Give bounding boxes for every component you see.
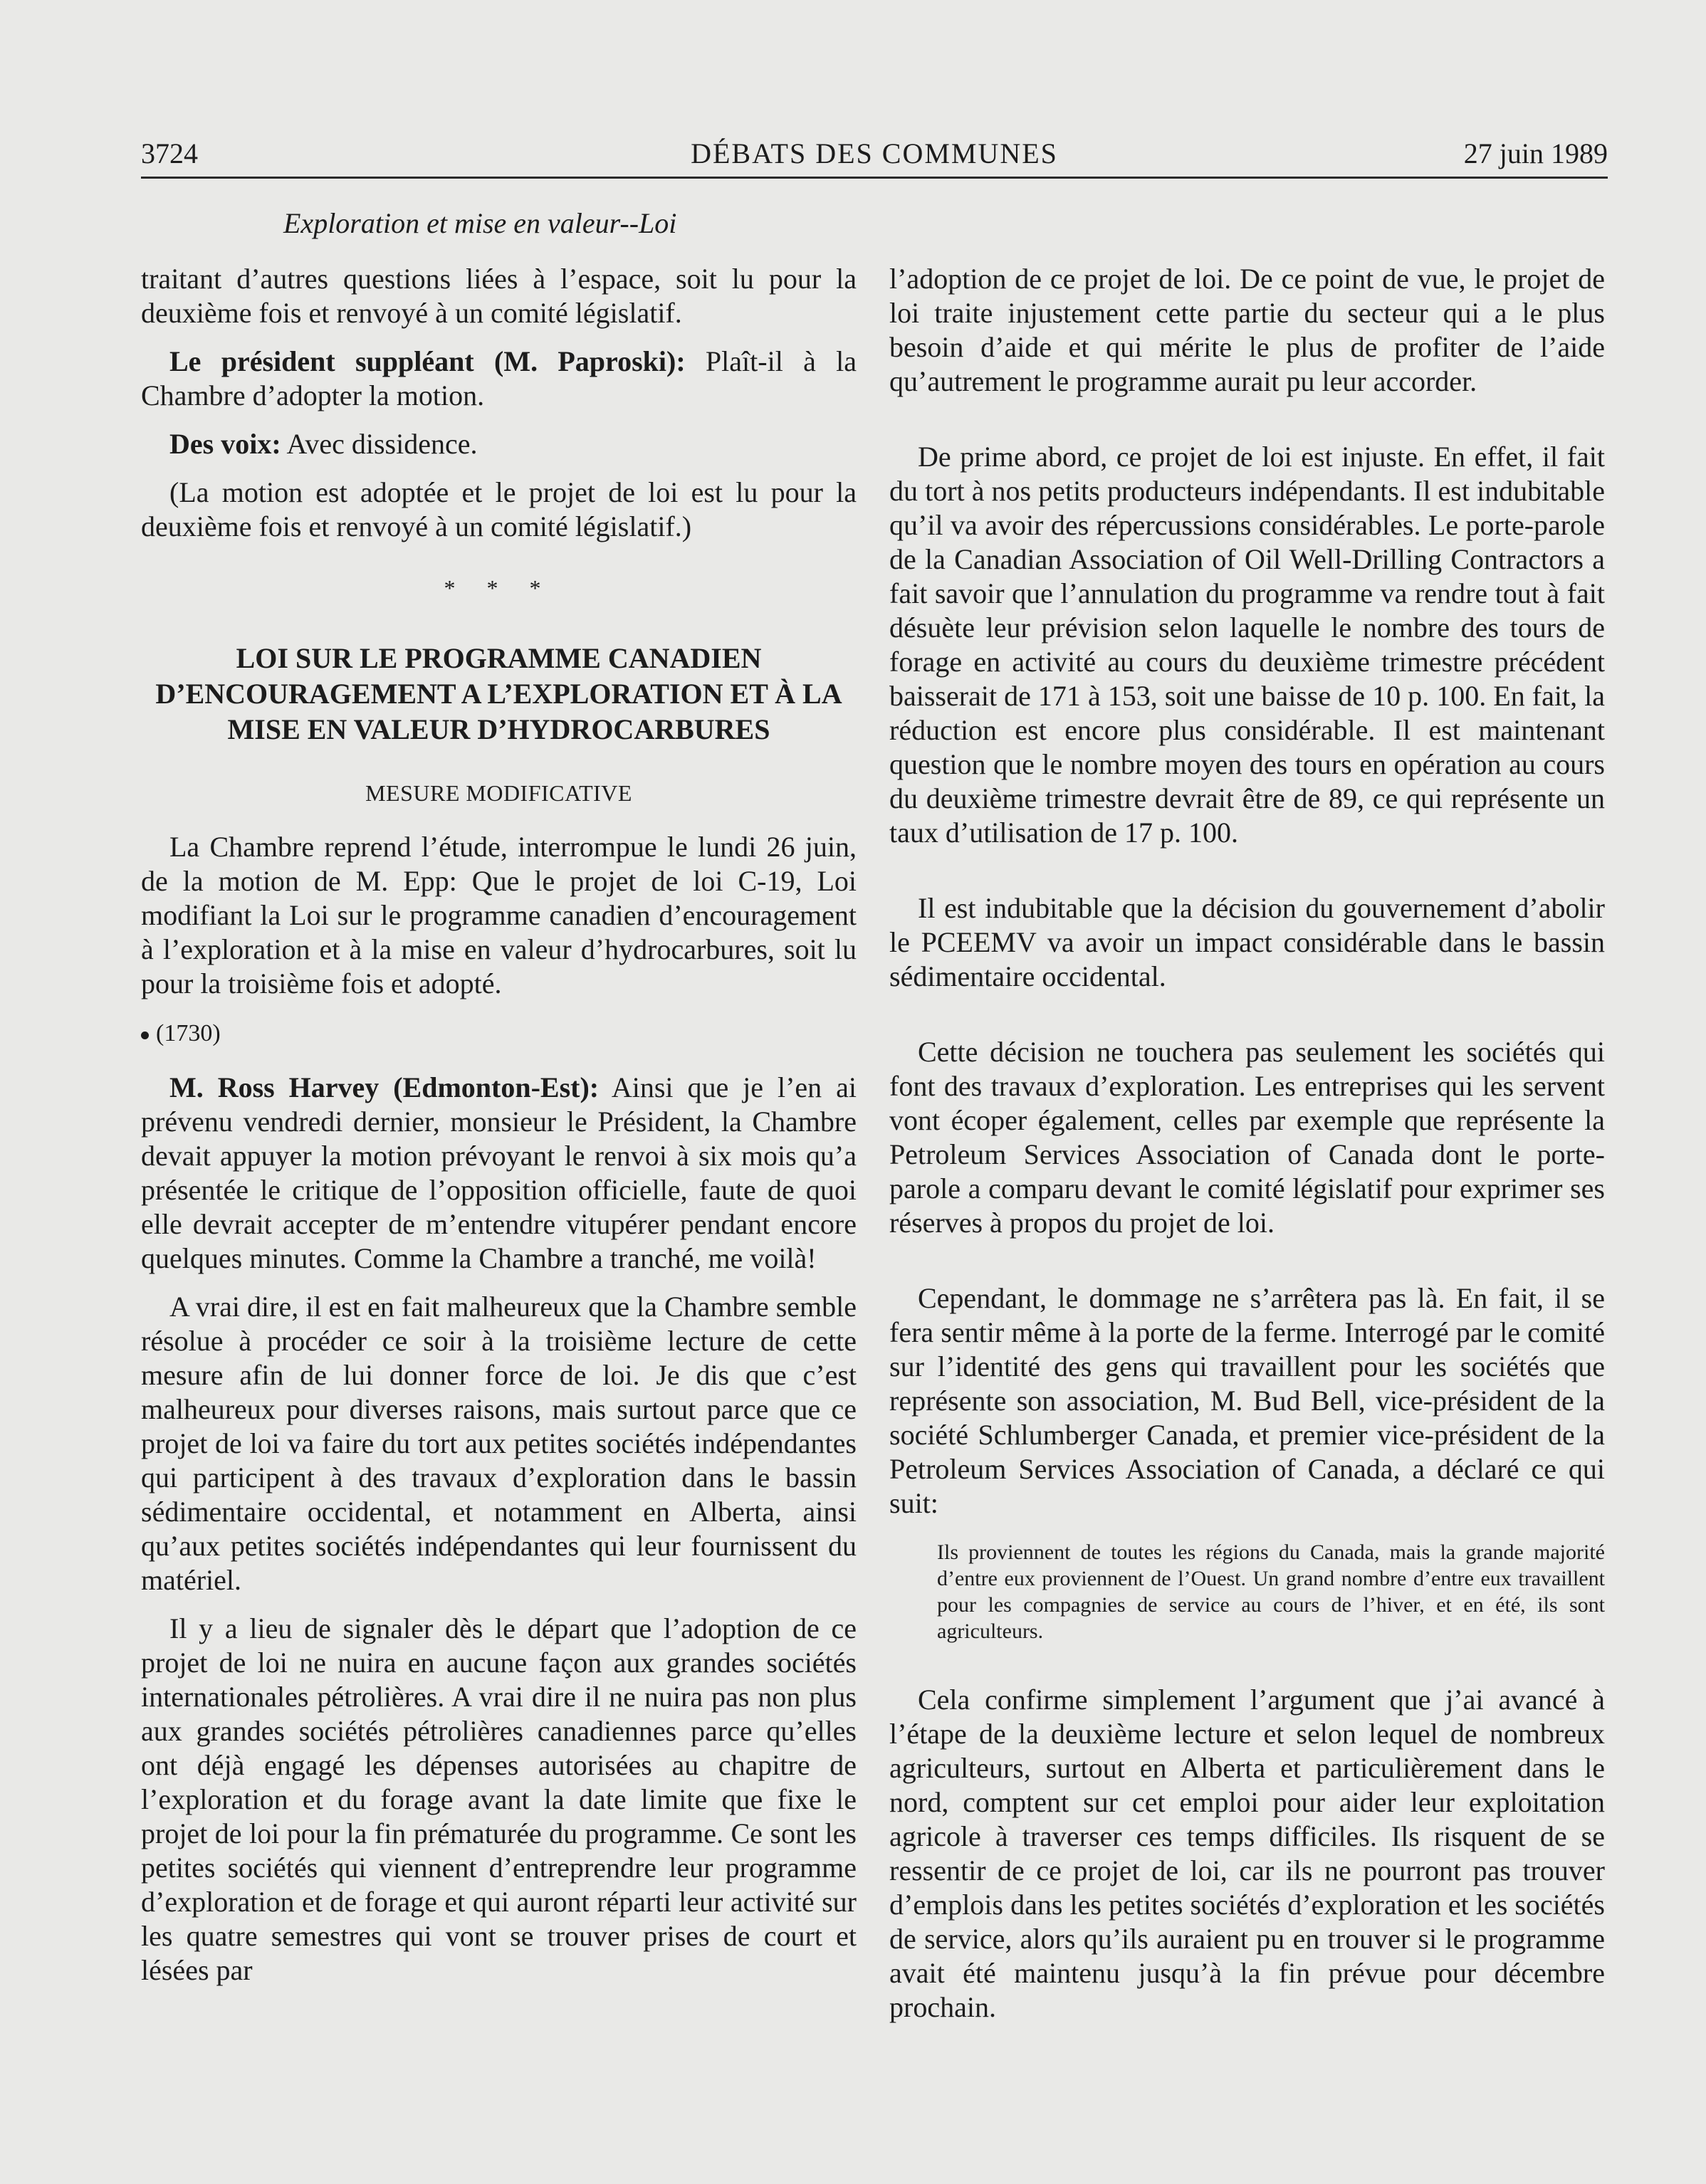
block-quote: Ils proviennent de toutes les régions du Canada, mais la grande majorité d’entre eux proviennent de l’Ouest. Un grand nombre d’entre eux travaillent pour les compagnies de service au cours de l’hiver, et en été, ils sont agriculteurs. [937,1540,1605,1643]
speaker-name: M. Ross Harvey (Edmonton-Est): [169,1071,600,1103]
timestamp-text: (1730) [156,1020,221,1046]
paragraph: Il est indubitable que la décision du gouvernement d’abolir le PCEEMV va avoir un impact considérable dans le bassin sédimentaire occidental. [889,892,1605,992]
speech-text: Avec dissidence. [286,428,478,460]
page-header [141,137,1608,179]
paragraph: Cette décision ne touchera pas seulement les sociétés qui font des travaux d’exploration. Les entreprises qui les servent vont écoper également, celles par exemple que représente la Petroleum Services Association of Canada dont le porte-parole a comparu devant le comité législatif pour exprimer ses réserves à propos du projet de loi. [889,1036,1605,1239]
paragraph: Cela confirme simplement l’argument que j’ai avancé à l’étape de la deuxième lecture et selon lequel de nombreux agriculteurs, surtout en Alberta et particulièrement dans le nord, comptent sur cet emploi pour aider leur exploitation agricole à traverser ces temps difficiles. Ils risquent de se ressentir de ce projet de loi, car ils ne pourront pas trouver d’emplois dans les petites sociétés d’exploration et les sociétés de service, alors qu’ils auraient pu en trouver si le programme avait été maintenu jusqu’à la fin prévue pour décembre prochain. [889,1684,1605,2023]
speech-text: Plaît-il à la Chambre d’adopter la motion. [141,345,857,411]
timestamp [141,1017,857,1051]
speech-paragraph [141,427,857,461]
paragraph: La Chambre reprend l’étude, interrompue le lundi 26 juin, de la motion de M. Epp: Que le projet de loi C-19, Loi modifiant la Loi sur le programme canadien d’encouragement à l’exploration et à la mise en valeur d’hydrocarbures, soit lu pour la troisième fois et adopté. [141,831,857,999]
paragraph: Il y a lieu de signaler dès le départ que l’adoption de ce projet de loi ne nuira en aucune façon aux grandes sociétés internationales pétrolières. A vrai dire il ne nuira pas non plus aux grandes sociétés pétrolières canadiennes parce qu’elles ont déjà engagé les dépenses autorisées au chapitre de l’exploration et du forage avant la date limite que fixe le projet de loi pour la fin prématurée du programme. Ce sont les petites sociétés qui viennent d’entreprendre leur programme d’exploration et de forage et qui auront réparti leur activité sur les quatre semestres qui vont se trouver prises de court et lésées par [141,1612,857,1986]
section-title-line: LOI SUR LE PROGRAMME CANADIEN [236,642,762,674]
speech-paragraph [141,1071,857,1276]
page-number: 3724 [141,137,198,169]
page-date: 27 juin 1989 [1463,137,1608,169]
right-column [889,262,1605,2025]
paragraph: Cependant, le dommage ne s’arrêtera pas là. En fait, il se fera sentir même à la porte de la ferme. Interrogé par le comité sur l’identité des gens qui travaillent pour les sociétés que représente son association, M. Bud Bell, vice-président de la société Schlumberger Canada, et premier vice-président de la Petroleum Services Association of Canada, a déclaré ce qui suit: [889,1282,1605,1519]
paragraph: A vrai dire, il est en fait malheureux que la Chambre semble résolue à procéder ce soir à la troisième lecture de cette mesure afin de lui donner force de loi. Je dis que c’est malheureux pour diverses raisons, mais surtout parce que ce projet de loi va faire du tort aux petites sociétés indépendantes qui participent à des travaux d’exploration dans le bassin sédimentaire occidental, et notamment en Alberta, ainsi qu’aux petites sociétés indépendantes qui leur fournissent du matériel. [141,1291,857,1596]
speech-text: Ainsi que je l’en ai prévenu vendredi dernier, monsieur le Président, la Chambre devait appuyer la motion prévoyant le renvoi à six mois qu’a présentée le critique de l’opposition officielle, faute de quoi elle devrait accepter de m’entendre vitupérer pendant encore quelques minutes. Comme la Chambre a tranché, me voilà! [141,1071,857,1274]
paragraph: traitant d’autres questions liées à l’espace, soit lu pour la deuxième fois et renvoyé à un comité législatif. [141,263,857,329]
speaker-name: Des voix: [169,428,281,460]
section-title-line: MISE EN VALEUR D’HYDROCARBURES [227,713,770,745]
bullet-icon [141,1031,149,1039]
left-column [141,262,857,1988]
paragraph: l’adoption de ce projet de loi. De ce point de vue, le projet de loi traite injustement cette partie du secteur qui a le plus besoin d’aide et qui mérite le plus de profiter de l’aide qu’autrement le programme aurait pu leur accorder. [889,263,1605,397]
publication-title: DÉBATS DES COMMUNES [691,137,1058,169]
subheading: MESURE MODIFICATIVE [365,780,632,806]
section-title-line: D’ENCOURAGEMENT A L’EXPLORATION ET À LA [155,678,842,710]
section-title [141,641,857,747]
paragraph: De prime abord, ce projet de loi est injuste. En effet, il fait du tort à nos petits producteurs indépendants. Il est indubitable qu’il va avoir des répercussions considérables. Le porte-parole de la Canadian Association of Oil Well-Drilling Contractors a fait savoir que l’annulation du programme va rendre tout à fait désuète leur prévision selon laquelle le nombre des tours de forage en activité au cours du deuxième trimestre précédent baisserait de 171 à 153, soit une baisse de 10 p. 100. En fait, la réduction est encore plus considérable. Il est maintenant question que le nombre moyen des tours en opération au cours du deuxième trimestre devrait être de 89, ce qui représente un taux d’utilisation de 17 p. 100. [889,441,1605,849]
section-separator: * * * [444,575,554,601]
speech-paragraph [141,345,857,413]
speaker-name: Le président suppléant (M. Paproski): [169,345,686,377]
paragraph: (La motion est adoptée et le projet de loi est lu pour la deuxième fois et renvoyé à un comité législatif.) [141,476,857,542]
running-title: Exploration et mise en valeur--Loi [283,207,677,239]
